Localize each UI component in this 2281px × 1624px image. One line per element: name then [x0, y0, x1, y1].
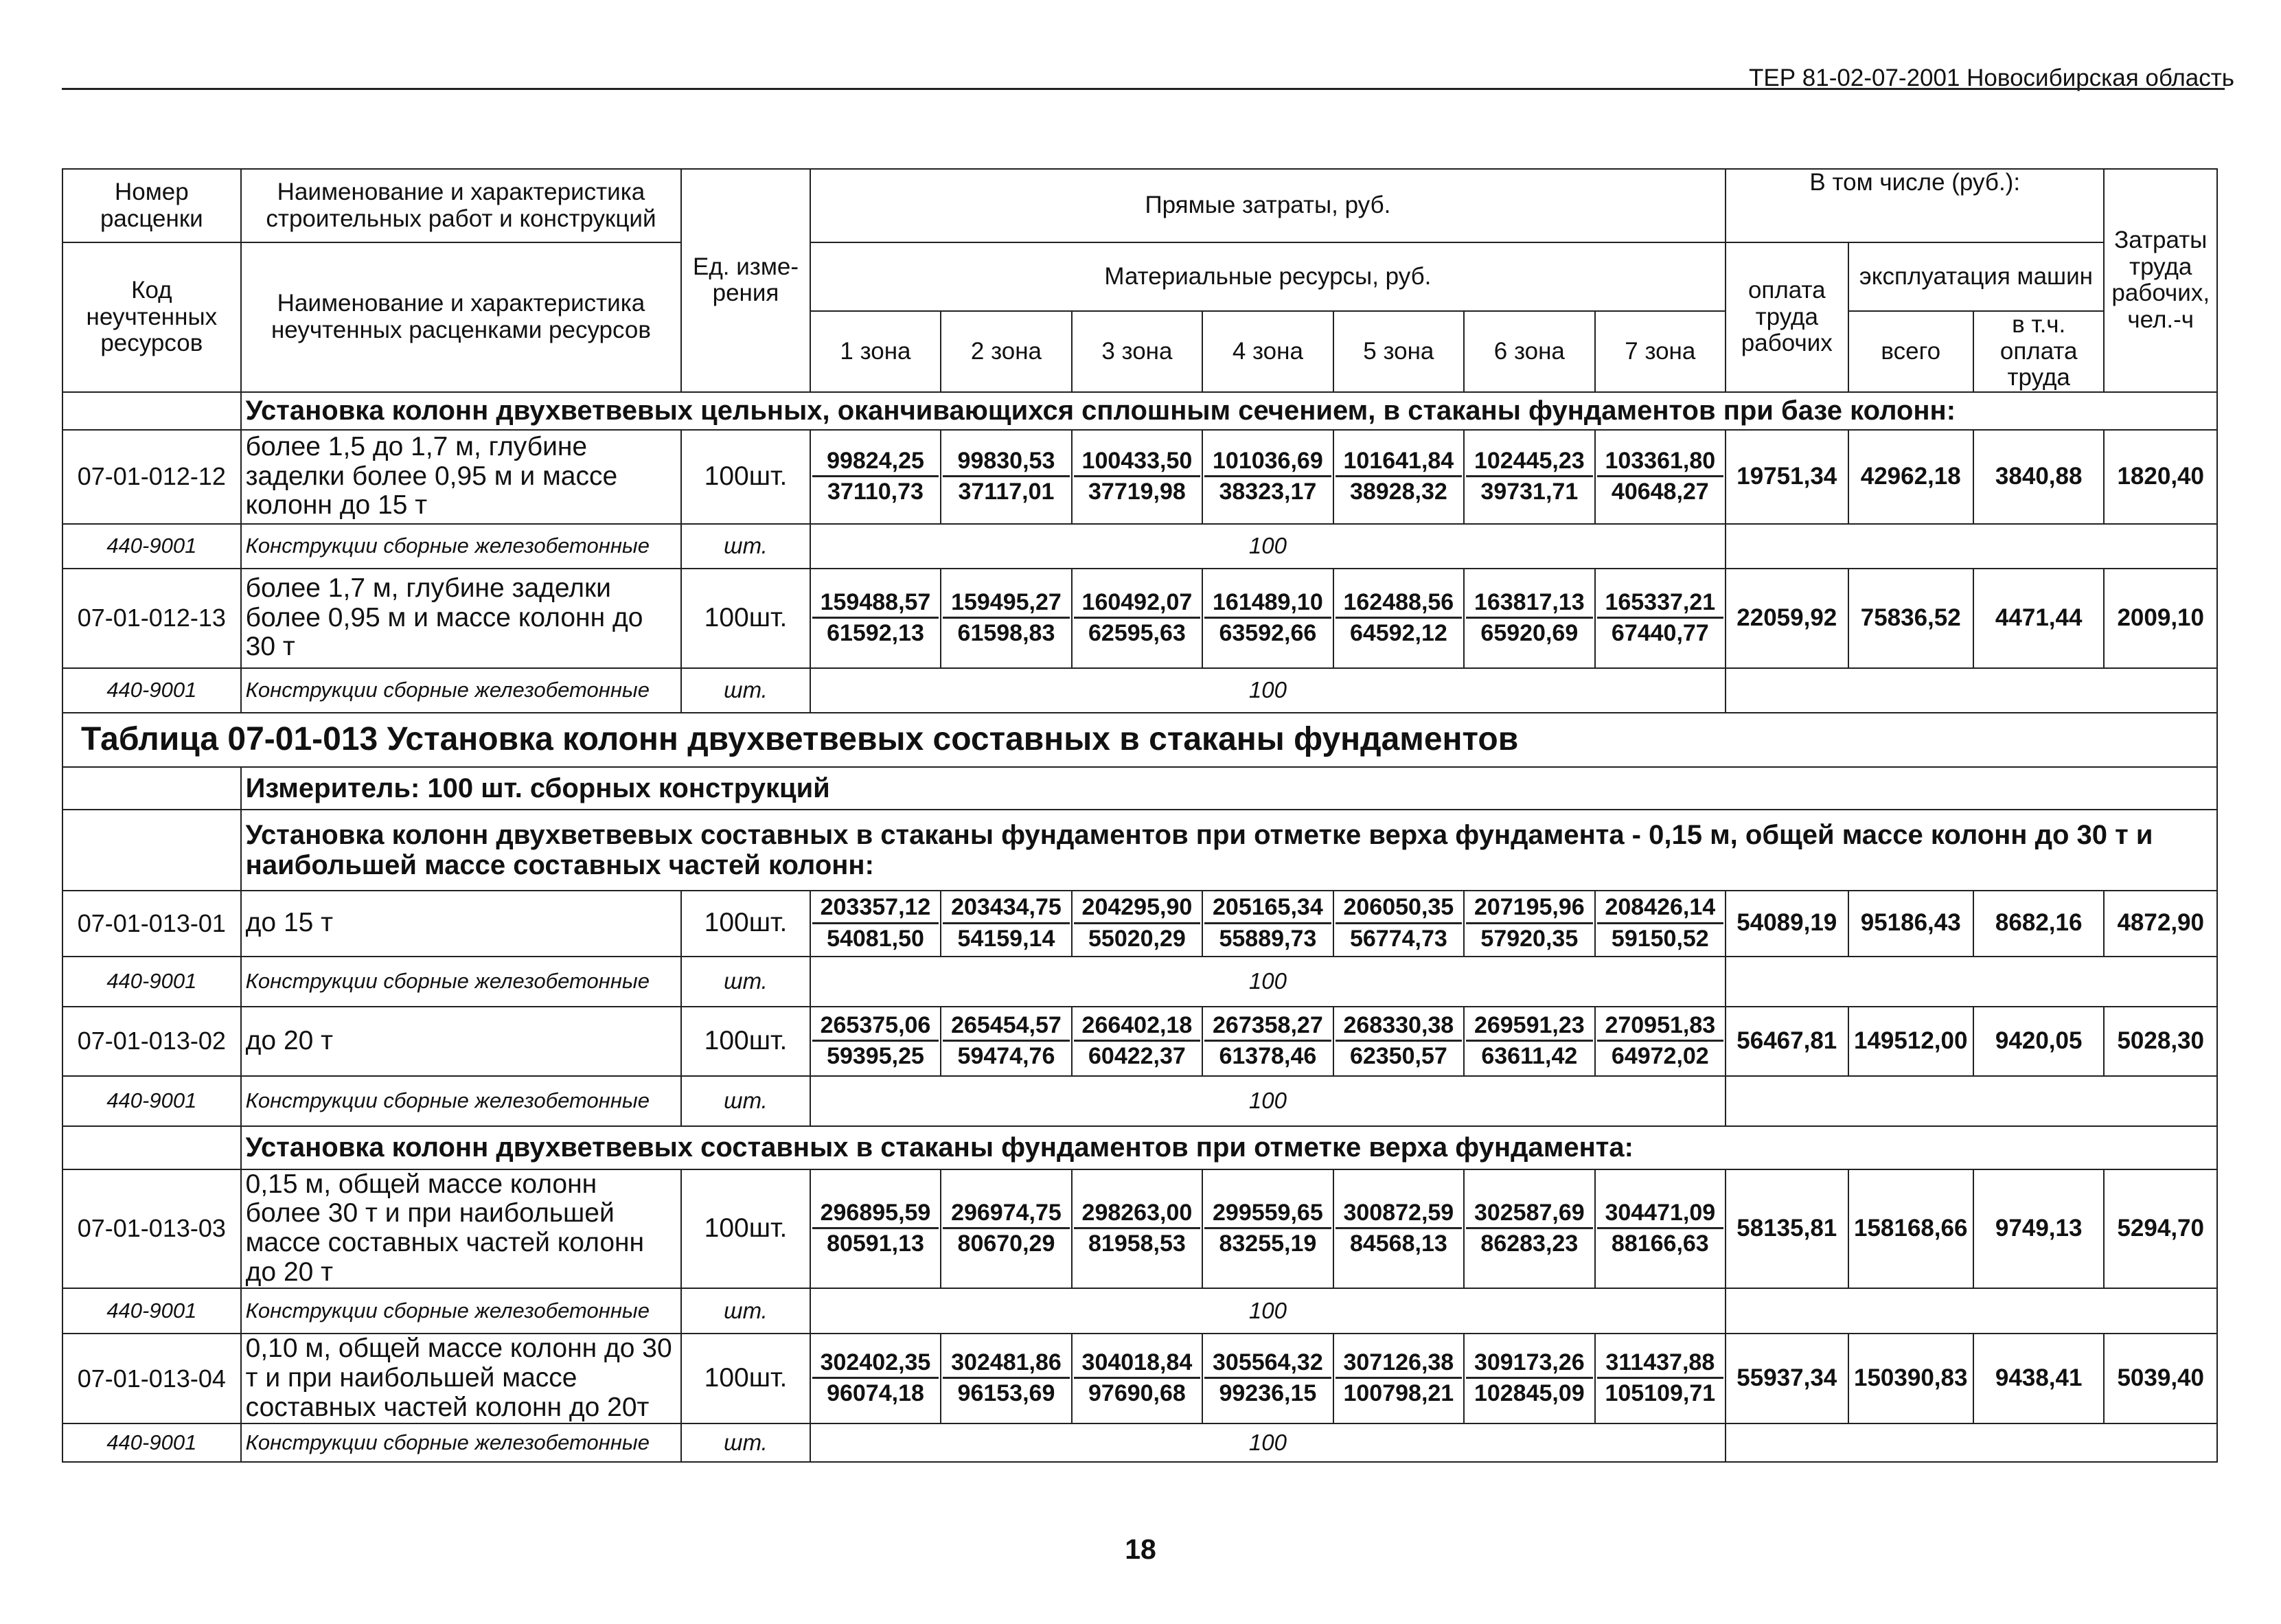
resource-row — [62, 957, 2217, 1007]
zone-4-price-cell — [1202, 430, 1333, 524]
direct-cost-value: 206050,35 — [1336, 895, 1462, 924]
material-cost-value: 63611,42 — [1481, 1043, 1578, 1069]
labor-value: 5039,40 — [2104, 1334, 2217, 1423]
price-table-body — [62, 169, 2217, 1462]
direct-cost-value: 204295,90 — [1074, 895, 1200, 924]
table-title-row — [62, 713, 2217, 767]
direct-cost-value: 103361,80 — [1597, 448, 1724, 477]
direct-cost-value: 300872,59 — [1336, 1200, 1462, 1229]
zone-1-price-cell — [810, 1007, 941, 1076]
price-table — [62, 168, 2218, 1463]
direct-cost-value: 165337,21 — [1597, 590, 1724, 619]
material-cost-value: 99236,15 — [1219, 1380, 1317, 1407]
header-rule — [62, 88, 2225, 90]
zone-7-price-cell — [1595, 1334, 1726, 1423]
header-rate-number: Номер расценки — [62, 169, 241, 242]
labor-value: 2009,10 — [2104, 569, 2217, 668]
material-cost-value: 59395,25 — [827, 1043, 924, 1069]
direct-cost-value: 207195,96 — [1466, 895, 1592, 924]
zone-5-price-cell — [1333, 1169, 1464, 1289]
zone-3-price-cell — [1072, 1334, 1202, 1423]
direct-cost-value: 100433,50 — [1074, 448, 1200, 477]
material-cost-value: 54159,14 — [957, 925, 1055, 952]
header-labor-costs: Затраты труда рабочих, чел.-ч — [2104, 169, 2217, 392]
worker-pay-value: 55937,34 — [1726, 1334, 1848, 1423]
zone-6-price-cell — [1464, 1169, 1594, 1289]
material-cost-value: 80670,29 — [957, 1231, 1055, 1257]
direct-cost-value: 205165,34 — [1204, 895, 1331, 924]
resource-empty-cell — [1726, 668, 2217, 713]
zone-1-price-cell — [810, 1169, 941, 1289]
labor-value: 4872,90 — [2104, 891, 2217, 957]
material-cost-value: 105109,71 — [1605, 1380, 1716, 1407]
zone-4-price-cell — [1202, 1007, 1333, 1076]
material-cost-value: 65920,69 — [1480, 620, 1579, 646]
table-title: Таблица 07-01-013 Установка колонн двухветвевых составных в стаканы фундаментов — [62, 713, 2217, 767]
zone-7-price-cell — [1595, 569, 1726, 668]
resource-unit: шт. — [681, 957, 810, 1007]
direct-cost-value: 269591,23 — [1466, 1013, 1592, 1042]
material-cost-value: 63592,66 — [1219, 620, 1317, 646]
resource-empty-cell — [1726, 524, 2217, 569]
zone-5-price-cell — [1333, 1007, 1464, 1076]
zone-7-price-cell — [1595, 1007, 1726, 1076]
document-header: ТЕР 81-02-07-2001 Новосибирская область — [1749, 65, 2234, 91]
header-zone-6: 6 зона — [1464, 311, 1594, 392]
rate-name: до 20 т — [241, 1007, 682, 1076]
direct-cost-value: 208426,14 — [1597, 895, 1724, 924]
page-number: 18 — [1125, 1533, 1156, 1565]
direct-cost-value: 311437,88 — [1597, 1350, 1724, 1379]
resource-name: Конструкции сборные железобетонные — [241, 957, 682, 1007]
rate-code: 07-01-013-04 — [62, 1334, 241, 1423]
material-cost-value: 67440,77 — [1611, 620, 1709, 646]
zone-3-price-cell — [1072, 569, 1202, 668]
material-cost-value: 100798,21 — [1343, 1380, 1454, 1407]
rate-code: 07-01-013-03 — [62, 1169, 241, 1289]
worker-pay-value: 56467,81 — [1726, 1007, 1848, 1076]
material-cost-value: 64592,12 — [1349, 620, 1447, 646]
resource-empty-cell — [1726, 1423, 2217, 1462]
section-3-heading — [62, 1126, 2217, 1169]
machine-pay-value: 8682,16 — [1973, 891, 2104, 957]
direct-cost-value: 159488,57 — [812, 590, 939, 619]
direct-cost-value: 101036,69 — [1204, 448, 1331, 477]
direct-cost-value: 101641,84 — [1336, 448, 1462, 477]
direct-cost-value: 296974,75 — [943, 1200, 1069, 1229]
zone-4-price-cell — [1202, 891, 1333, 957]
header-zone-4: 4 зона — [1202, 311, 1333, 392]
zone-5-price-cell — [1333, 891, 1464, 957]
direct-cost-value: 265375,06 — [812, 1013, 939, 1042]
resource-quantity: 100 — [810, 1423, 1726, 1462]
rate-code: 07-01-013-01 — [62, 891, 241, 957]
direct-cost-value: 296895,59 — [812, 1200, 939, 1229]
resource-row — [62, 1423, 2217, 1462]
resource-unit: шт. — [681, 524, 810, 569]
direct-cost-value: 268330,38 — [1336, 1013, 1462, 1042]
header-machine-total: всего — [1848, 311, 1973, 392]
direct-cost-value: 305564,32 — [1204, 1350, 1331, 1379]
blank-code-cell — [62, 392, 241, 430]
zone-1-price-cell — [810, 891, 941, 957]
material-cost-value: 102845,09 — [1474, 1380, 1585, 1407]
direct-cost-value: 163817,13 — [1466, 590, 1592, 619]
direct-cost-value: 162488,56 — [1336, 590, 1462, 619]
zone-3-price-cell — [1072, 1169, 1202, 1289]
direct-cost-value: 159495,27 — [943, 590, 1069, 619]
material-cost-value: 37110,73 — [827, 479, 924, 505]
material-cost-value: 96153,69 — [957, 1380, 1055, 1407]
resource-row — [62, 1288, 2217, 1334]
material-cost-value: 62595,63 — [1088, 620, 1186, 646]
resource-code: 440-9001 — [62, 1288, 241, 1334]
material-cost-value: 83255,19 — [1219, 1231, 1317, 1257]
direct-cost-value: 203434,75 — [943, 895, 1069, 924]
zone-7-price-cell — [1595, 1169, 1726, 1289]
material-cost-value: 81958,53 — [1088, 1231, 1186, 1257]
zone-5-price-cell — [1333, 569, 1464, 668]
worker-pay-value: 22059,92 — [1726, 569, 1848, 668]
material-cost-value: 59150,52 — [1611, 925, 1709, 952]
zone-6-price-cell — [1464, 891, 1594, 957]
material-cost-value: 64972,02 — [1611, 1043, 1709, 1069]
rate-unit: 100шт. — [681, 430, 810, 524]
zone-4-price-cell — [1202, 1334, 1333, 1423]
zone-1-price-cell — [810, 430, 941, 524]
machine-pay-value: 9420,05 — [1973, 1007, 2104, 1076]
zone-2-price-cell — [941, 1334, 1071, 1423]
resource-name: Конструкции сборные железобетонные — [241, 1423, 682, 1462]
resource-quantity: 100 — [810, 524, 1726, 569]
labor-value: 5294,70 — [2104, 1169, 2217, 1289]
zone-5-price-cell — [1333, 430, 1464, 524]
direct-cost-value: 302402,35 — [812, 1350, 939, 1379]
zone-6-price-cell — [1464, 569, 1594, 668]
resource-code: 440-9001 — [62, 957, 241, 1007]
resource-empty-cell — [1726, 1076, 2217, 1126]
material-cost-value: 86283,23 — [1480, 1231, 1579, 1257]
rate-code: 07-01-012-13 — [62, 569, 241, 668]
section-3-heading-text: Установка колонн двухветвевых составных в стаканы фундаментов при отметке верха фундамента: — [241, 1126, 2217, 1169]
machine-total-value: 150390,83 — [1848, 1334, 1973, 1423]
rate-row — [62, 569, 2217, 668]
direct-cost-value: 160492,07 — [1074, 590, 1200, 619]
header-machine-operation: эксплуатация машин — [1848, 242, 2105, 311]
header-resource-code: Код неучтенных ресурсов — [62, 242, 241, 392]
machine-total-value: 42962,18 — [1848, 430, 1973, 524]
rate-code: 07-01-012-12 — [62, 430, 241, 524]
resource-quantity: 100 — [810, 1288, 1726, 1334]
zone-7-price-cell — [1595, 891, 1726, 957]
direct-cost-value: 302587,69 — [1466, 1200, 1592, 1229]
resource-name: Конструкции сборные железобетонные — [241, 1288, 682, 1334]
direct-cost-value: 161489,10 — [1204, 590, 1331, 619]
measure-row — [62, 767, 2217, 810]
header-worker-pay: оплата труда рабочих — [1726, 242, 1848, 392]
resource-unit: шт. — [681, 668, 810, 713]
material-cost-value: 56774,73 — [1349, 925, 1447, 952]
material-cost-value: 40648,27 — [1611, 479, 1709, 505]
resource-empty-cell — [1726, 1288, 2217, 1334]
resource-code: 440-9001 — [62, 1076, 241, 1126]
rate-unit: 100шт. — [681, 569, 810, 668]
material-cost-value: 84568,13 — [1349, 1231, 1447, 1257]
machine-pay-value: 9438,41 — [1973, 1334, 2104, 1423]
zone-7-price-cell — [1595, 430, 1726, 524]
resource-unit: шт. — [681, 1076, 810, 1126]
section-1-heading-text: Установка колонн двухветвевых цельных, оканчивающихся сплошным сечением, в стаканы фундаментов при базе колонн: — [241, 392, 2217, 430]
resource-quantity: 100 — [810, 668, 1726, 713]
resource-code: 440-9001 — [62, 668, 241, 713]
rate-name: 0,15 м, общей массе колонн более 30 т и при наибольшей массе составных частей колонн до 20 т — [241, 1169, 682, 1289]
header-zone-2: 2 зона — [941, 311, 1071, 392]
direct-cost-value: 302481,86 — [943, 1350, 1069, 1379]
direct-cost-value: 99830,53 — [943, 448, 1069, 477]
labor-value: 1820,40 — [2104, 430, 2217, 524]
direct-cost-value: 304471,09 — [1597, 1200, 1724, 1229]
rate-row — [62, 1169, 2217, 1289]
material-cost-value: 38928,32 — [1349, 479, 1447, 505]
header-machine-pay: в т.ч. оплата труда — [1973, 311, 2104, 392]
rate-unit: 100шт. — [681, 1007, 810, 1076]
blank-code-cell — [62, 1126, 241, 1169]
zone-2-price-cell — [941, 430, 1071, 524]
blank-code-cell — [62, 810, 241, 891]
zone-1-price-cell — [810, 569, 941, 668]
zone-3-price-cell — [1072, 430, 1202, 524]
machine-pay-value: 3840,88 — [1973, 430, 2104, 524]
labor-value: 5028,30 — [2104, 1007, 2217, 1076]
rate-unit: 100шт. — [681, 1334, 810, 1423]
material-cost-value: 55020,29 — [1088, 925, 1186, 952]
direct-cost-value: 102445,23 — [1466, 448, 1592, 477]
rate-row — [62, 430, 2217, 524]
resource-quantity: 100 — [810, 1076, 1726, 1126]
rate-code: 07-01-013-02 — [62, 1007, 241, 1076]
resource-row — [62, 668, 2217, 713]
direct-cost-value: 299559,65 — [1204, 1200, 1331, 1229]
material-cost-value: 55889,73 — [1219, 925, 1317, 952]
direct-cost-value: 99824,25 — [812, 448, 939, 477]
material-cost-value: 54081,50 — [827, 925, 924, 952]
rate-row — [62, 1007, 2217, 1076]
zone-6-price-cell — [1464, 1007, 1594, 1076]
rate-unit: 100шт. — [681, 1169, 810, 1289]
machine-total-value: 149512,00 — [1848, 1007, 1973, 1076]
material-cost-value: 57920,35 — [1480, 925, 1579, 952]
resource-quantity: 100 — [810, 957, 1726, 1007]
resource-row — [62, 524, 2217, 569]
direct-cost-value: 270951,83 — [1597, 1013, 1724, 1042]
worker-pay-value: 58135,81 — [1726, 1169, 1848, 1289]
rate-unit: 100шт. — [681, 891, 810, 957]
header-zone-3: 3 зона — [1072, 311, 1202, 392]
worker-pay-value: 19751,34 — [1726, 430, 1848, 524]
zone-1-price-cell — [810, 1334, 941, 1423]
rate-row — [62, 891, 2217, 957]
direct-cost-value: 203357,12 — [812, 895, 939, 924]
machine-total-value: 95186,43 — [1848, 891, 1973, 957]
direct-cost-value: 298263,00 — [1074, 1200, 1200, 1229]
material-cost-value: 88166,63 — [1611, 1231, 1709, 1257]
header-zone-5: 5 зона — [1333, 311, 1464, 392]
material-cost-value: 37719,98 — [1088, 479, 1186, 505]
header-resource-name: Наименование и характеристика неучтенных расценками ресурсов — [241, 242, 682, 392]
zone-4-price-cell — [1202, 569, 1333, 668]
resource-unit: шт. — [681, 1288, 810, 1334]
material-cost-value: 96074,18 — [827, 1380, 924, 1407]
material-cost-value: 59474,76 — [957, 1043, 1055, 1069]
zone-2-price-cell — [941, 1007, 1071, 1076]
material-cost-value: 80591,13 — [827, 1231, 924, 1257]
resource-empty-cell — [1726, 957, 2217, 1007]
zone-6-price-cell — [1464, 1334, 1594, 1423]
zone-2-price-cell — [941, 1169, 1071, 1289]
resource-code: 440-9001 — [62, 1423, 241, 1462]
zone-3-price-cell — [1072, 1007, 1202, 1076]
machine-pay-value: 9749,13 — [1973, 1169, 2104, 1289]
rate-name: более 1,7 м, глубине заделки более 0,95 м и массе колонн до 30 т — [241, 569, 682, 668]
blank-code-cell — [62, 767, 241, 810]
zone-2-price-cell — [941, 891, 1071, 957]
header-material-resources: Материальные ресурсы, руб. — [810, 242, 1726, 311]
direct-cost-value: 265454,57 — [943, 1013, 1069, 1042]
machine-total-value: 158168,66 — [1848, 1169, 1973, 1289]
material-cost-value: 60422,37 — [1088, 1043, 1186, 1069]
header-zone-7: 7 зона — [1595, 311, 1726, 392]
rate-row — [62, 1334, 2217, 1423]
material-cost-value: 37117,01 — [958, 479, 1055, 505]
direct-cost-value: 266402,18 — [1074, 1013, 1200, 1042]
section-2-heading-text: Установка колонн двухветвевых составных в стаканы фундаментов при отметке верха фундамента - 0,15 м, общей массе колонн до 30 т и наибольшей массе составных частей колонн: — [241, 810, 2217, 891]
zone-5-price-cell — [1333, 1334, 1464, 1423]
material-cost-value: 62350,57 — [1349, 1043, 1447, 1069]
resource-name: Конструкции сборные железобетонные — [241, 524, 682, 569]
header-work-name: Наименование и характеристика строительных работ и конструкций — [241, 169, 682, 242]
direct-cost-value: 267358,27 — [1204, 1013, 1331, 1042]
header-unit: Ед. изме-рения — [681, 169, 810, 392]
material-cost-value: 39731,71 — [1480, 479, 1579, 505]
material-cost-value: 97690,68 — [1088, 1380, 1186, 1407]
machine-total-value: 75836,52 — [1848, 569, 1973, 668]
rate-name: до 15 т — [241, 891, 682, 957]
section-2-heading — [62, 810, 2217, 891]
machine-pay-value: 4471,44 — [1973, 569, 2104, 668]
material-cost-value: 38323,17 — [1219, 479, 1317, 505]
zone-4-price-cell — [1202, 1169, 1333, 1289]
rate-name: 0,10 м, общей массе колонн до 30 т и при наибольшей массе составных частей колонн до 20т — [241, 1334, 682, 1423]
resource-code: 440-9001 — [62, 524, 241, 569]
direct-cost-value: 309173,26 — [1466, 1350, 1592, 1379]
rate-name: более 1,5 до 1,7 м, глубине заделки более 0,95 м и массе колонн до 15 т — [241, 430, 682, 524]
resource-name: Конструкции сборные железобетонные — [241, 668, 682, 713]
material-cost-value: 61378,46 — [1219, 1043, 1317, 1069]
zone-6-price-cell — [1464, 430, 1594, 524]
direct-cost-value: 307126,38 — [1336, 1350, 1462, 1379]
header-including: В том числе (руб.): — [1726, 169, 2104, 242]
header-zone-1: 1 зона — [810, 311, 941, 392]
zone-3-price-cell — [1072, 891, 1202, 957]
worker-pay-value: 54089,19 — [1726, 891, 1848, 957]
direct-cost-value: 304018,84 — [1074, 1350, 1200, 1379]
header-direct-costs: Прямые затраты, руб. — [810, 169, 1726, 242]
measure-row-text: Измеритель: 100 шт. сборных конструкций — [241, 767, 2217, 810]
resource-unit: шт. — [681, 1423, 810, 1462]
zone-2-price-cell — [941, 569, 1071, 668]
resource-name: Конструкции сборные железобетонные — [241, 1076, 682, 1126]
material-cost-value: 61592,13 — [827, 620, 924, 646]
section-1-heading — [62, 392, 2217, 430]
material-cost-value: 61598,83 — [957, 620, 1055, 646]
resource-row — [62, 1076, 2217, 1126]
